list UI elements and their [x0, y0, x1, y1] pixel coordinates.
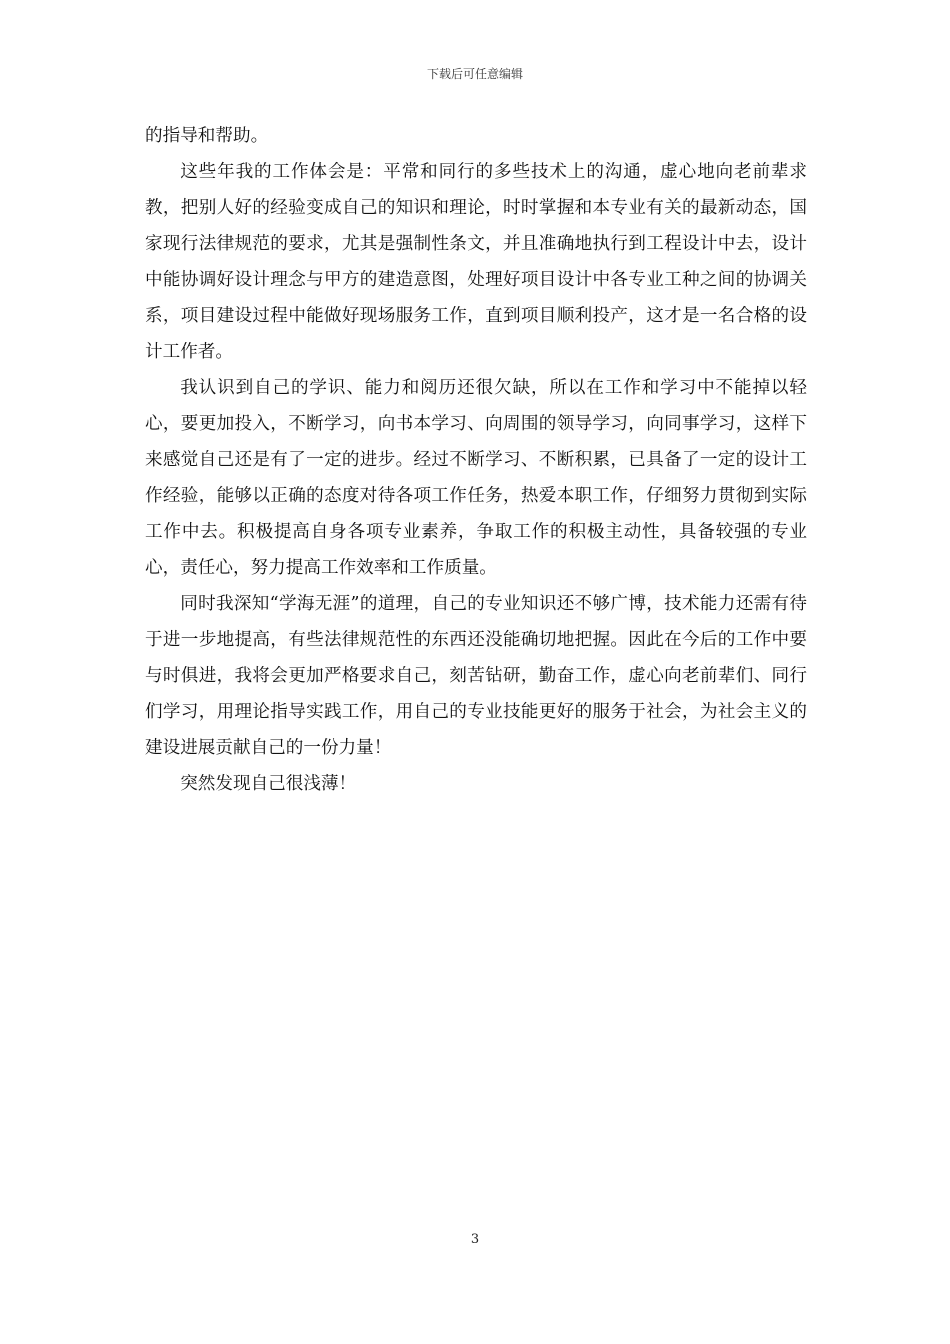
paragraph-future-plan: 同时我深知“学海无涯”的道理，自己的专业知识还不够广博，技术能力还需有待于进一步地提高，有些法律规范性的东西还没能确切地把握。因此在今后的工作中要与时俱进，我将会更加严格要求自己，刻苦钻研，勤奋工作，虚心向老前辈们、同行们学习，用理论指导实践工作，用自己的专业技能更好的服务于社会，为社会主义的建设进展贡献自己的一份力量！ — [145, 594, 807, 758]
paragraph-continuation: 的指导和帮助。 — [145, 126, 269, 146]
paragraph-work-experience: 这些年我的工作体会是：平常和同行的多些技术上的沟通，虚心地向老前辈求教，把别人好的经验变成自己的知识和理论，时时掌握和本专业有关的最新动态，国家现行法律规范的要求，尤其是强制性条文，并且准确地执行到工程设计中去，设计中能协调好设计理念与甲方的建造意图，处理好项目设计中各专业工种之间的协调关系，项目建设过程中能做好现场服务工作，直到项目顺利投产，这才是一名合格的设计工作者。 — [145, 162, 807, 362]
page-number: 3 — [470, 1232, 480, 1247]
document-body — [145, 118, 807, 802]
paragraph-self-assessment: 我认识到自己的学识、能力和阅历还很欠缺，所以在工作和学习中不能掉以轻心，要更加投入，不断学习，向书本学习、向周围的领导学习，向同事学习，这样下来感觉自己还是有了一定的进步。经过不断学习、不断积累，已具备了一定的设计工作经验，能够以正确的态度对待各项工作任务，热爱本职工作，仔细努力贯彻到实际工作中去。积极提高自身各项专业素养，争取工作的积极主动性，具备较强的专业心，责任心，努力提高工作效率和工作质量。 — [145, 378, 807, 578]
page-header: 下载后可任意编辑 — [426, 67, 523, 81]
paragraph-closing: 突然发现自己很浅薄！ — [180, 774, 357, 794]
